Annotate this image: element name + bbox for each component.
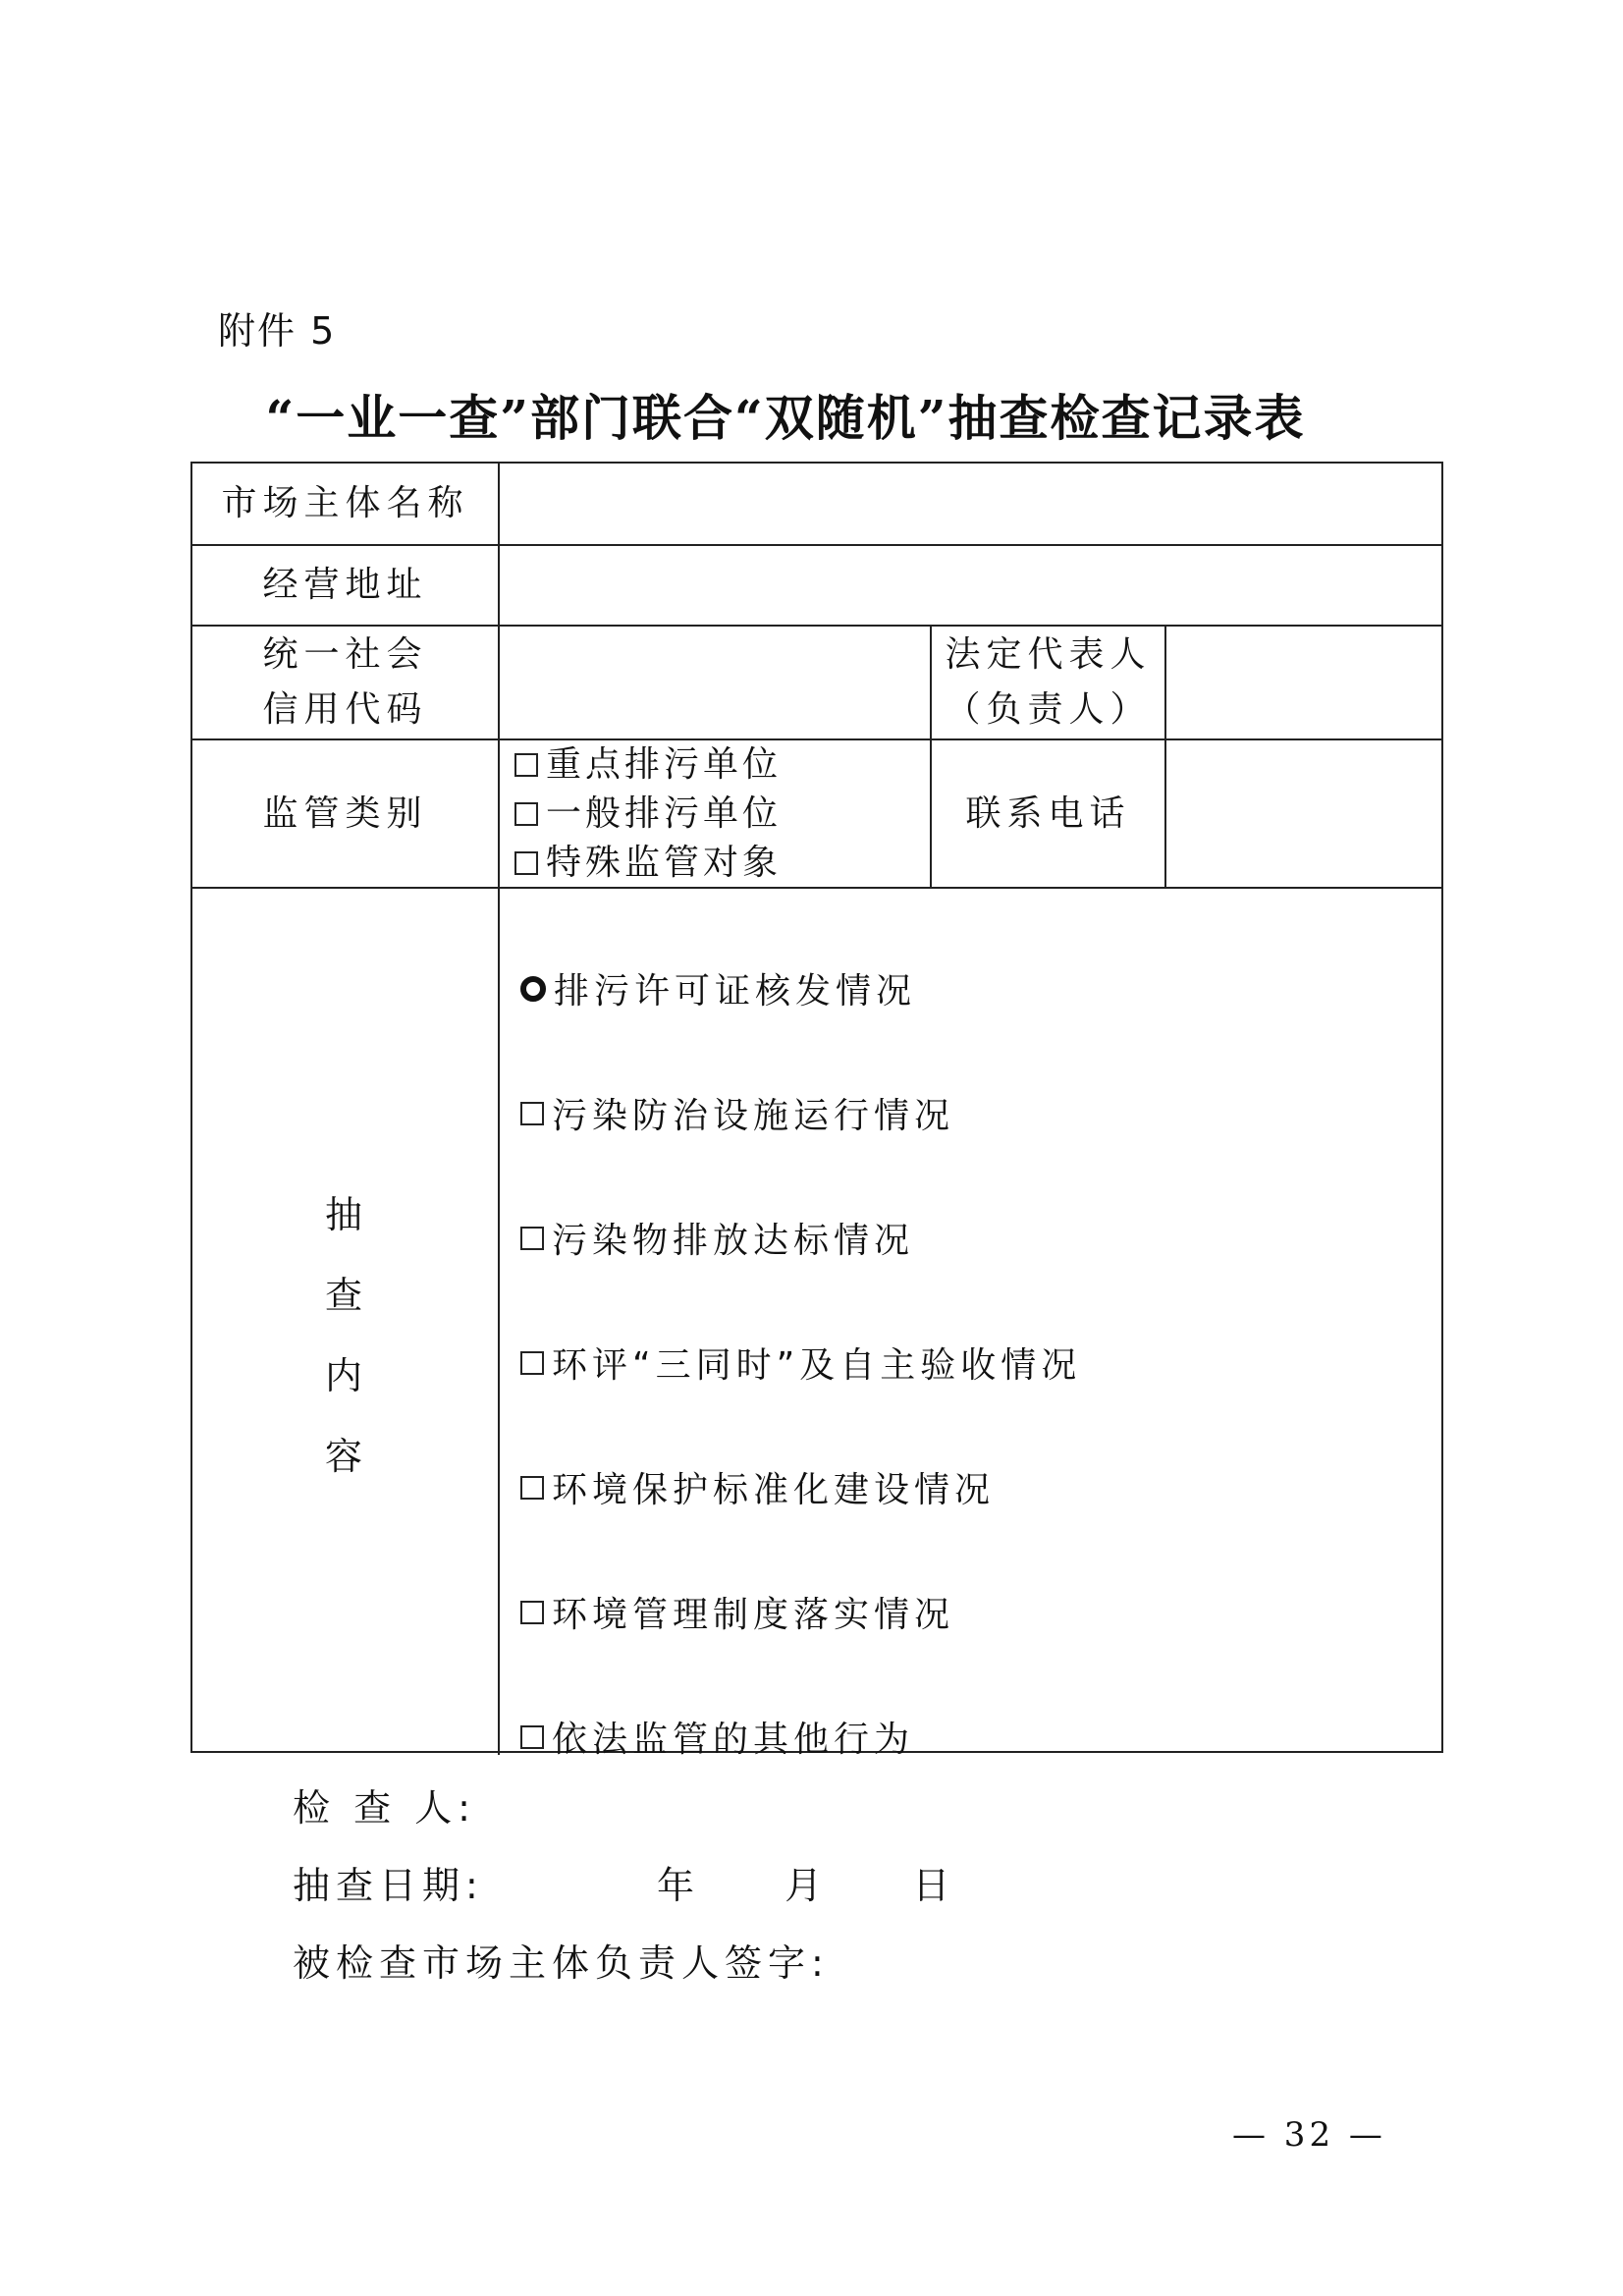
selected-radio-icon[interactable] <box>520 976 546 1002</box>
page-number: — 32 — <box>1232 2115 1386 2155</box>
phone-label: 联系电话 <box>965 793 1131 834</box>
legal-rep-field[interactable] <box>1166 627 1443 738</box>
checkbox-icon[interactable] <box>520 1351 544 1375</box>
form-title: “一业一查”部门联合“双随机”抽查检查记录表 <box>265 389 1306 447</box>
category-option[interactable]: 一般排污单位 <box>514 790 782 839</box>
signature-label: 被检查市场主体负责人签字: <box>293 1941 830 1985</box>
credit-code-label-line1: 统一社会 <box>262 634 428 675</box>
legal-rep-label-line2: （负责人） <box>945 689 1152 730</box>
inspector-label: 检 查 人: <box>293 1786 476 1830</box>
year-label: 年 <box>657 1864 701 1907</box>
row-divider <box>192 887 1441 889</box>
checkbox-icon[interactable] <box>514 753 538 777</box>
entity-name-field[interactable] <box>500 464 1443 544</box>
entity-name-label: 市场主体名称 <box>221 483 469 523</box>
category-label: 监管类别 <box>262 793 428 834</box>
inspection-content-label <box>314 1175 373 1497</box>
credit-code-label <box>192 627 498 738</box>
checkbox-icon[interactable] <box>520 1476 544 1500</box>
inspection-item[interactable]: 环境管理制度落实情况 <box>520 1550 1081 1674</box>
month-label: 月 <box>784 1864 829 1907</box>
day-label: 日 <box>912 1864 956 1907</box>
category-option[interactable]: 重点排污单位 <box>514 740 782 790</box>
inspection-item[interactable]: 环评“三同时”及自主验收情况 <box>520 1300 1081 1425</box>
inspection-item[interactable]: 污染防治设施运行情况 <box>520 1051 1081 1175</box>
content-label-char: 内 <box>324 1354 362 1397</box>
credit-code-label-line2: 信用代码 <box>262 689 428 730</box>
legal-rep-label-line1: 法定代表人 <box>945 634 1152 675</box>
address-label: 经营地址 <box>262 565 428 605</box>
credit-code-field[interactable] <box>500 627 930 738</box>
inspection-date-row <box>293 1855 955 1909</box>
phone-field[interactable] <box>1166 740 1443 887</box>
category-options <box>514 740 930 887</box>
category-option[interactable]: 特殊监管对象 <box>514 839 782 888</box>
legal-rep-label <box>932 627 1164 738</box>
inspection-item[interactable]: 污染物排放达标情况 <box>520 1175 1081 1300</box>
inspection-item[interactable]: 环境保护标准化建设情况 <box>520 1425 1081 1550</box>
content-label-char: 查 <box>324 1274 362 1317</box>
inspection-item[interactable]: 依法监管的其他行为 <box>520 1674 1081 1799</box>
inspection-item[interactable]: 排污许可证核发情况 <box>520 926 1081 1051</box>
attachment-label: 附件 5 <box>218 309 337 353</box>
inspection-date-label: 抽查日期: <box>293 1864 484 1907</box>
checkbox-icon[interactable] <box>514 851 538 875</box>
checkbox-icon[interactable] <box>520 1227 544 1250</box>
checkbox-icon[interactable] <box>520 1601 544 1624</box>
checkbox-icon[interactable] <box>520 1725 544 1749</box>
checkbox-icon[interactable] <box>520 1102 544 1125</box>
content-label-char: 容 <box>324 1435 362 1478</box>
address-field[interactable] <box>500 546 1443 625</box>
checkbox-icon[interactable] <box>514 802 538 826</box>
inspection-items <box>520 926 1081 1799</box>
content-label-char: 抽 <box>324 1193 362 1236</box>
